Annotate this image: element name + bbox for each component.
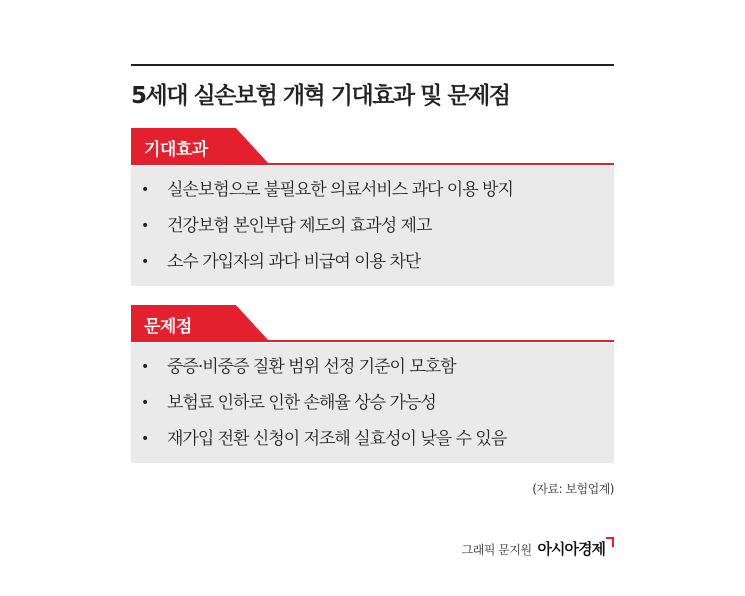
brand-mark-icon: [606, 537, 614, 547]
list-item: [131, 421, 614, 457]
list-item: [131, 208, 614, 244]
bullet-icon: •: [141, 254, 149, 270]
list-item-text: 재가입 전환 신청이 저조해 실효성이 낮을 수 있음: [167, 429, 507, 449]
section-tab-label: 문제점: [144, 317, 192, 337]
section-header: [131, 305, 614, 343]
section-header-line: [131, 163, 614, 165]
section-problems: [131, 305, 614, 463]
list-item-text: 실손보험으로 불필요한 의료서비스 과다 이용 방지: [167, 180, 513, 200]
bullet-icon: •: [141, 395, 149, 411]
bullet-icon: •: [141, 431, 149, 447]
list-item-text: 건강보험 본인부담 제도의 효과성 제고: [167, 216, 432, 236]
top-rule: [131, 64, 614, 66]
list-item: [131, 385, 614, 421]
section-header-line: [131, 340, 614, 342]
list-item: [131, 349, 614, 385]
list-item: [131, 172, 614, 208]
section-tab-label: 기대효과: [144, 140, 208, 160]
source-note: (자료: 보험업계): [532, 482, 614, 496]
list-item-text: 중증·비중증 질환 범위 선정 기준이 모호함: [167, 357, 456, 377]
graphic-credit: 그래픽 문지원: [461, 543, 532, 557]
credit-line: [462, 538, 614, 559]
list-item-text: 소수 가입자의 과다 비급여 이용 차단: [167, 252, 421, 272]
section-header: [131, 128, 614, 166]
bullet-icon: •: [141, 359, 149, 375]
section-list: [131, 166, 614, 286]
bullet-icon: •: [141, 218, 149, 234]
brand-logo: 아시아경제: [537, 540, 605, 558]
list-item: [131, 244, 614, 280]
bullet-icon: •: [141, 182, 149, 198]
list-item-text: 보험료 인하로 인한 손해율 상승 가능성: [167, 393, 436, 413]
page-title: 5세대 실손보험 개혁 기대효과 및 문제점: [131, 83, 510, 109]
section-list: [131, 343, 614, 463]
section-expected-effects: [131, 128, 614, 286]
